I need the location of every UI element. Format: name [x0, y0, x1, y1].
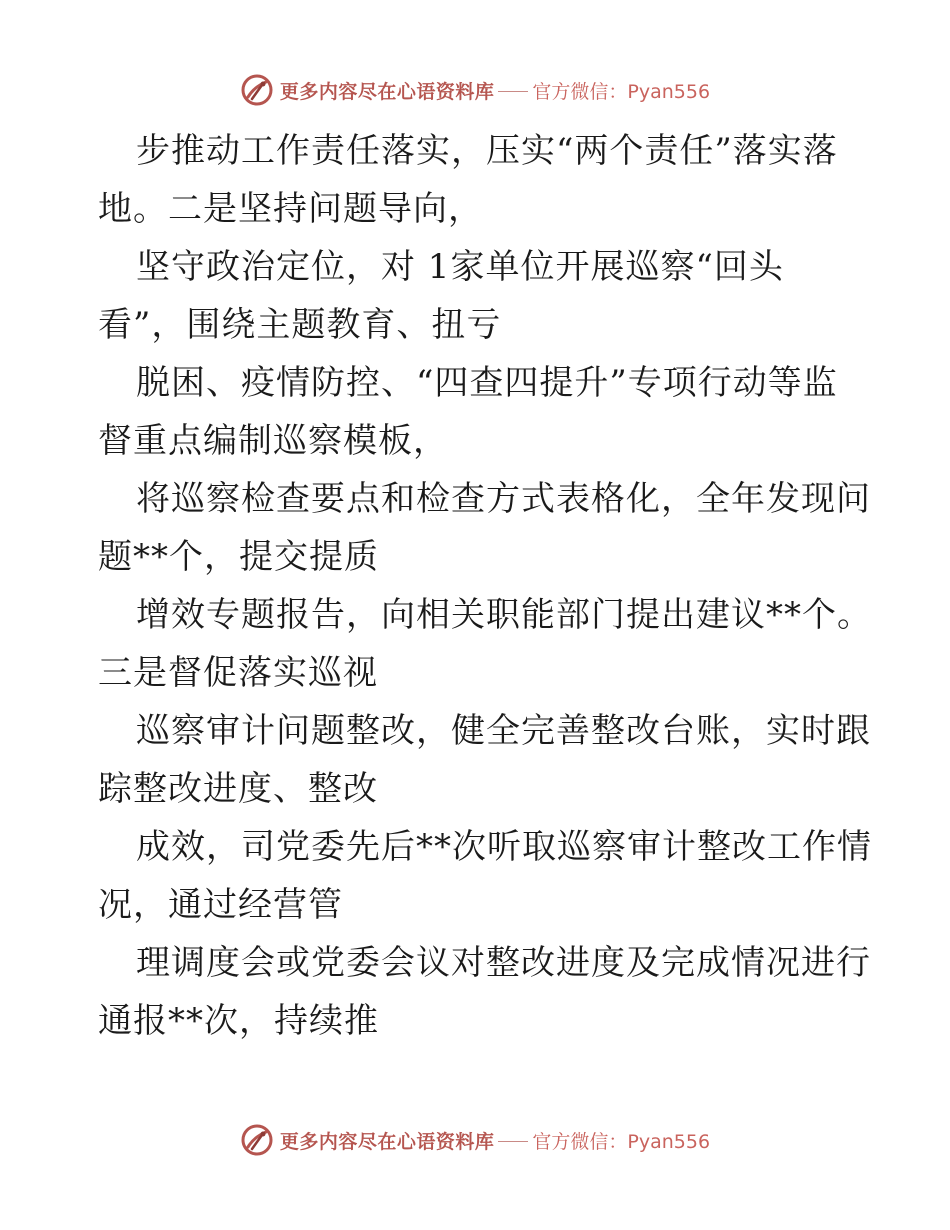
text-line: 理调度会或党委会议对整改进度及完成情况进行: [136, 943, 871, 983]
watermark-contact-text: 官方微信：Pyan556: [532, 80, 711, 103]
text-line: 将巡察检查要点和检查方式表格化，全年发现问: [136, 479, 871, 519]
text-line: 看”，围绕主题教育、扭亏: [98, 305, 502, 345]
text-line: 巡察审计问题整改，健全完善整改台账，实时跟: [136, 711, 871, 751]
watermark-dash: [498, 1141, 528, 1142]
text-line: 坚守政治定位，对 1家单位开展巡察“回头: [136, 247, 784, 287]
text-line: 地。二是坚持问题导向，: [98, 189, 483, 229]
watermark-brand-text: 更多内容尽在心语资料库: [279, 1130, 495, 1153]
text-line: 三是督促落实巡视: [98, 653, 378, 693]
footer-watermark: [0, 1120, 950, 1160]
brand-logo-icon: [240, 1123, 274, 1157]
watermark-brand-text: 更多内容尽在心语资料库: [279, 80, 495, 103]
text-line: 脱困、疫情防控、“四查四提升”专项行动等监: [136, 363, 838, 403]
text-line: 通报**次，持续推: [98, 1001, 379, 1041]
text-line: 题**个，提交提质: [98, 537, 379, 577]
watermark-contact-text: 官方微信：Pyan556: [532, 1130, 711, 1153]
text-line: 踪整改进度、整改: [98, 769, 378, 809]
text-line: 增效专题报告，向相关职能部门提出建议**个。: [136, 595, 872, 635]
text-line: 步推动工作责任落实，压实“两个责任”落实落: [136, 131, 838, 171]
text-line: 督重点编制巡察模板，: [98, 421, 448, 461]
text-line: 况，通过经营管: [98, 885, 343, 925]
document-body: [98, 122, 872, 1050]
brand-logo-icon: [240, 73, 274, 107]
watermark-dash: [498, 91, 528, 92]
text-line: 成效，司党委先后**次听取巡察审计整改工作情: [136, 827, 872, 867]
header-watermark: [0, 70, 950, 110]
